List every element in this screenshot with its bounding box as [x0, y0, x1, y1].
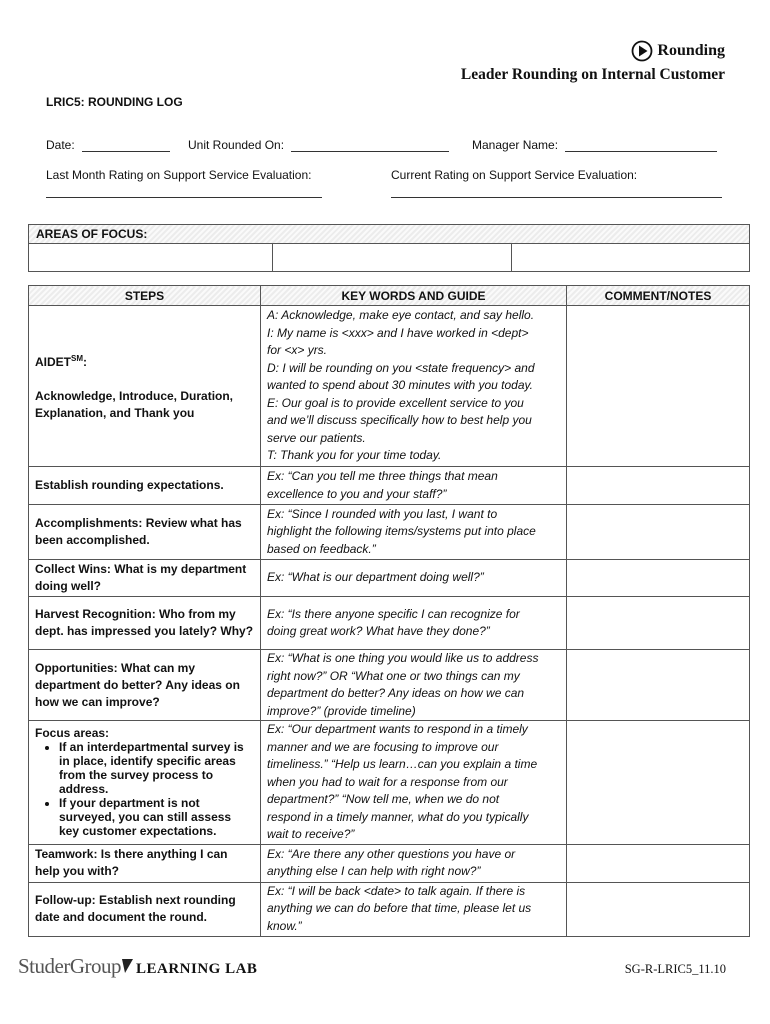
guide-cell: Ex: “What is one thing you would like us to address right now?” OR “What one or two things can my department do better? Any ideas on how we can improve?” (provide timeline) [261, 650, 567, 721]
table-row [29, 505, 750, 560]
steps-table [28, 285, 750, 937]
areas-of-focus-label: AREAS OF FOCUS: [29, 225, 749, 244]
step-cell: Focus areas: • If an interdepartmental survey is in place, identify specific areas from the survey process to address. • If your department is not surveyed, you can still assess key customer expectations. [29, 721, 261, 845]
header-subtitle: Leader Rounding on Internal Customer [460, 66, 725, 83]
manager-input-line[interactable] [565, 138, 717, 152]
step-detail: Acknowledge, Introduce, Duration, Explanation, and Thank you [35, 389, 234, 420]
play-circle-icon [631, 40, 653, 62]
doc-id: LRIC5: ROUNDING LOG [46, 95, 183, 109]
comment-cell[interactable] [567, 467, 750, 505]
table-row [29, 650, 750, 721]
guide-cell: Ex: “Our department wants to respond in a timely manner and we are focusing to improve our timeliness.” “Help us learn…can you explain a time when you had to wait for a response from our department?” “Now tell me, when we do not respond in a timely manner, what do you typically wait to receive?” [261, 721, 567, 845]
last-month-label: Last Month Rating on Support Service Evaluation: [46, 168, 312, 182]
focus-area-cell[interactable] [512, 244, 749, 271]
step-cell: Opportunities: What can my department do better? Any ideas on how we can improve? [29, 650, 261, 721]
step-cell: Follow-up: Establish next rounding date and document the round. [29, 882, 261, 936]
step-cell: Teamwork: Is there anything I can help you with? [29, 844, 261, 882]
header-brand-word: Rounding [657, 42, 725, 59]
date-label: Date: [46, 138, 75, 152]
guide-cell: Ex: “Is there anyone specific I can recognize for doing great work? What have they done?” [261, 597, 567, 650]
comment-cell[interactable] [567, 882, 750, 936]
table-row [29, 597, 750, 650]
step-cell: Collect Wins: What is my department doing well? [29, 560, 261, 597]
guide-cell: Ex: “What is our department doing well?” [261, 560, 567, 597]
manager-label: Manager Name: [472, 138, 559, 152]
comment-cell[interactable] [567, 306, 750, 467]
areas-of-focus [28, 224, 750, 272]
current-rating-label: Current Rating on Support Service Evaluation: [391, 168, 638, 182]
list-item: • If an interdepartmental survey is in place, identify specific areas from the survey process to address. [59, 740, 254, 796]
comment-cell[interactable] [567, 560, 750, 597]
manager-field [472, 138, 717, 152]
header-brand [461, 40, 725, 62]
step-cell: AIDET℠: Acknowledge, Introduce, Duration, Explanation, and Thank you [29, 306, 261, 467]
steps-header: STEPS [29, 286, 261, 306]
studer-flag-icon [122, 959, 133, 973]
unit-field [188, 138, 449, 152]
comment-cell[interactable] [567, 597, 750, 650]
list-item: • If your department is not surveyed, you can still assess key customer expectations. [59, 796, 254, 838]
last-month-input-line[interactable] [46, 197, 322, 198]
date-field [46, 138, 170, 152]
guide-header: KEY WORDS AND GUIDE [261, 286, 567, 306]
focus-bullets [35, 740, 254, 838]
logo-text: StuderGroup [18, 954, 121, 978]
focus-area-cell[interactable] [273, 244, 512, 271]
focus-area-cell[interactable] [29, 244, 273, 271]
step-cell: Harvest Recognition: Who from my dept. has impressed you lately? Why? [29, 597, 261, 650]
table-row [29, 306, 750, 467]
table-row [29, 882, 750, 936]
comment-cell[interactable] [567, 650, 750, 721]
table-row [29, 560, 750, 597]
unit-label: Unit Rounded On: [188, 138, 285, 152]
guide-cell: Ex: “Are there any other questions you have or anything else I can help with right now?” [261, 844, 567, 882]
form-code: SG-R-LRIC5_11.10 [624, 962, 726, 976]
guide-cell: Ex: “Can you tell me three things that mean excellence to you and your staff?” [261, 467, 567, 505]
unit-input-line[interactable] [291, 138, 449, 152]
table-row [29, 467, 750, 505]
table-row [29, 844, 750, 882]
guide-cell: Ex: “I will be back <date> to talk again. If there is anything we can do before that time, please let us know.” [261, 882, 567, 936]
comments-header: COMMENT/NOTES [567, 286, 750, 306]
date-input-line[interactable] [82, 138, 170, 152]
comment-cell[interactable] [567, 844, 750, 882]
learning-lab-label: LEARNING LAB [136, 961, 258, 977]
guide-cell: Ex: “Since I rounded with you last, I want to highlight the following items/systems put into place based on feedback.” [261, 505, 567, 560]
header [461, 40, 725, 84]
comment-cell[interactable] [567, 505, 750, 560]
comment-cell[interactable] [567, 721, 750, 845]
table-row [29, 721, 750, 845]
step-cell: Establish rounding expectations. [29, 467, 261, 505]
current-rating-input-line[interactable] [391, 197, 722, 198]
guide-cell: A: Acknowledge, make eye contact, and say hello. I: My name is <xxx> and I have worked in <dept> for <x> yrs. D: I will be rounding on you <state frequency> and wanted to spend about 30 minutes with you today. E: Our goal is to provide excellent service to you and we’ll discuss specifically how to best help you serve our patients. T: Thank you for your time today. [261, 306, 567, 467]
step-cell: Accomplishments: Review what has been accomplished. [29, 505, 261, 560]
studer-group-logo [18, 954, 257, 979]
